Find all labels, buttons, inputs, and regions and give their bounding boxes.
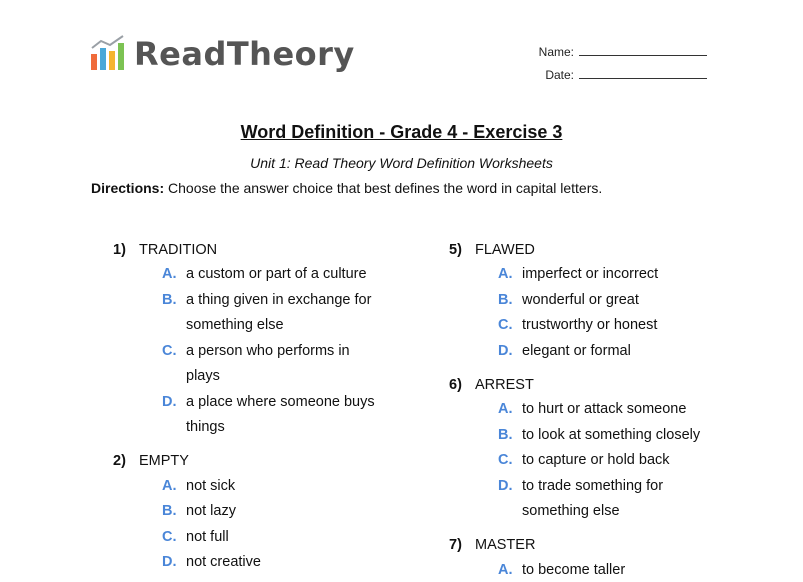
choice-text: not sick: [186, 477, 236, 494]
questions-right-column: [449, 237, 739, 582]
choice-letter: A.: [162, 477, 177, 494]
choice-letter: B.: [498, 291, 513, 308]
choice-letter: D.: [498, 477, 513, 494]
question-number: 5): [449, 241, 462, 258]
answer-choice[interactable]: [162, 390, 403, 441]
logo: [90, 34, 355, 72]
answer-choice[interactable]: [162, 525, 403, 551]
choice-text: to trade something for something else: [522, 477, 664, 519]
question-head: [113, 237, 403, 262]
choice-letter: B.: [162, 503, 177, 519]
question: [449, 372, 739, 525]
choice-text: to capture or hold back: [522, 452, 670, 468]
answer-choice[interactable]: [162, 262, 403, 288]
choice-text: not creative: [186, 554, 261, 570]
question-word: FLAWED: [475, 241, 535, 258]
choice-letter: A.: [498, 401, 513, 417]
choice-letter: C.: [162, 342, 177, 359]
logo-text: ReadTheory: [134, 35, 355, 73]
name-label: Name:: [538, 45, 574, 59]
name-date-fields: [539, 36, 707, 82]
choice-text: trustworthy or honest: [522, 317, 658, 333]
question-number: 2): [113, 453, 126, 469]
question-number: 6): [449, 376, 462, 393]
answer-choice[interactable]: [498, 397, 739, 423]
choice-text: a thing given in exchange for something else: [186, 291, 372, 333]
choice-letter: B.: [162, 291, 177, 308]
answer-choice[interactable]: [162, 550, 403, 576]
page-title: Word Definition - Grade 4 - Exercise 3: [240, 122, 563, 142]
question-word: ARREST: [475, 376, 534, 393]
directions: [91, 180, 602, 196]
question-word: TRADITION: [139, 241, 218, 258]
choice-letter: D.: [162, 393, 177, 410]
question-word: EMPTY: [139, 453, 189, 469]
choice-text: a place where someone buys things: [186, 393, 375, 435]
question: [449, 237, 739, 364]
questions-left-column: [113, 237, 403, 582]
name-field[interactable]: [579, 43, 707, 56]
name-row: [539, 36, 707, 59]
choice-letter: C.: [498, 317, 513, 333]
choice-text: to hurt or attack someone: [522, 401, 687, 417]
bar-chart-logo-icon: [90, 34, 128, 72]
choice-text: not full: [186, 528, 229, 545]
question-number: 1): [113, 241, 126, 258]
question-head: [449, 533, 739, 558]
choice-text: to become taller: [522, 561, 626, 578]
choice-text: to look at something closely: [522, 426, 701, 443]
question: [449, 533, 739, 582]
choice-text: imperfect or incorrect: [522, 266, 659, 282]
answer-choice[interactable]: [162, 339, 403, 390]
choice-text: wonderful or great: [522, 291, 639, 308]
directions-text: Choose the answer choice that best defines the word in capital letters.: [164, 180, 603, 196]
choice-letter: D.: [498, 342, 513, 359]
question-word: MASTER: [475, 537, 536, 553]
answer-choice[interactable]: [498, 448, 739, 474]
choice-text: not lazy: [186, 503, 236, 519]
choice-letter: B.: [498, 426, 513, 443]
answer-choice[interactable]: [498, 558, 739, 582]
question: [113, 237, 403, 441]
answer-choice[interactable]: [162, 288, 403, 339]
question-head: [113, 449, 403, 474]
choice-letter: C.: [162, 528, 177, 545]
question: [113, 449, 403, 576]
answer-choice[interactable]: [498, 288, 739, 314]
answer-choice[interactable]: [162, 474, 403, 500]
page-subtitle: Unit 1: Read Theory Word Definition Worksheets: [250, 155, 553, 171]
answer-choice[interactable]: [498, 423, 739, 449]
answer-choice[interactable]: [162, 499, 403, 525]
question-head: [449, 237, 739, 262]
date-label: Date:: [545, 68, 574, 82]
choice-letter: A.: [162, 266, 177, 282]
choice-text: elegant or formal: [522, 342, 631, 359]
choice-text: a custom or part of a culture: [186, 266, 367, 282]
choice-letter: D.: [162, 554, 177, 570]
choice-letter: C.: [498, 452, 513, 468]
choice-text: a person who performs in plays: [186, 342, 350, 384]
date-field[interactable]: [579, 66, 707, 79]
choice-letter: A.: [498, 561, 513, 578]
choice-letter: A.: [498, 266, 513, 282]
answer-choice[interactable]: [498, 313, 739, 339]
question-number: 7): [449, 537, 462, 553]
answer-choice[interactable]: [498, 262, 739, 288]
answer-choice[interactable]: [498, 339, 739, 365]
directions-label: Directions:: [91, 180, 165, 196]
answer-choice[interactable]: [498, 474, 739, 525]
question-head: [449, 372, 739, 397]
date-row: [539, 59, 707, 82]
